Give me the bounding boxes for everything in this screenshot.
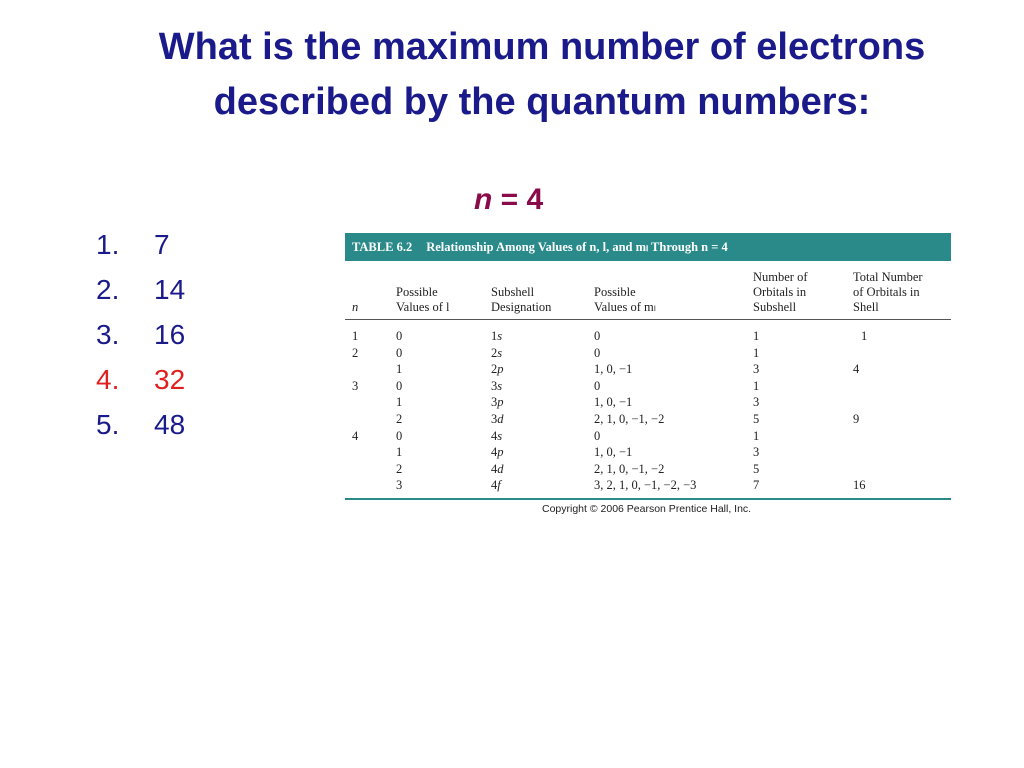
table-caption: Relationship Among Values of n, l, and mₗ Through n = 4 — [426, 240, 728, 254]
table-row — [345, 411, 951, 428]
answer-number: 1. — [96, 229, 120, 260]
answer-list — [96, 226, 185, 451]
cell-tot: 9 — [853, 411, 860, 426]
answer-value: 16 — [154, 319, 186, 350]
table-number: TABLE 6.2 — [352, 240, 413, 254]
answer-option-2[interactable] — [96, 271, 185, 316]
slide-title — [40, 20, 1024, 130]
cell-sub: 1s — [491, 329, 503, 343]
cell-sub: 3d — [491, 411, 504, 426]
cell-sub: 4p — [491, 445, 504, 460]
cell-ml: 3, 2, 1, 0, −1, −2, −3 — [594, 478, 697, 493]
table-row — [345, 328, 951, 345]
cell-l: 1 — [396, 362, 403, 377]
cell-orb: 1 — [753, 329, 760, 343]
cell-sub: 2p — [491, 362, 504, 377]
cell-ml: 2, 1, 0, −1, −2 — [594, 461, 665, 476]
answer-option-4-correct[interactable] — [96, 361, 185, 406]
cell-l: 0 — [396, 428, 403, 443]
answer-number: 3. — [96, 319, 120, 350]
header-subshell: Subshell Designation — [491, 285, 552, 314]
cell-l: 3 — [396, 478, 403, 493]
answer-option-3[interactable] — [96, 316, 185, 361]
answer-number: 5. — [96, 409, 120, 440]
table-row — [345, 444, 951, 461]
cell-orb: 1 — [753, 428, 760, 443]
cell-l: 1 — [396, 395, 403, 410]
quantum-var: n — [474, 183, 493, 216]
title-line-2: described by the quantum numbers: — [213, 81, 871, 123]
cell-n: 4 — [352, 428, 359, 443]
cell-orb: 3 — [753, 445, 760, 460]
table-row — [345, 394, 951, 411]
header-total: Total Number of Orbitals in Shell — [853, 270, 923, 314]
quantum-number-label — [474, 183, 543, 217]
cell-l: 0 — [396, 378, 403, 393]
cell-ml: 0 — [594, 428, 601, 443]
cell-orb: 7 — [753, 478, 760, 493]
cell-l: 1 — [396, 445, 403, 460]
cell-ml: 0 — [594, 345, 601, 360]
answer-option-1[interactable] — [96, 226, 185, 271]
cell-orb: 3 — [753, 395, 760, 410]
table-body — [345, 320, 951, 498]
cell-ml: 0 — [594, 329, 601, 343]
cell-orb: 1 — [753, 345, 760, 360]
cell-orb: 3 — [753, 362, 760, 377]
header-ml: Possible Values of mₗ — [594, 285, 656, 314]
answer-value: 7 — [154, 229, 170, 260]
cell-orb: 1 — [753, 378, 760, 393]
cell-sub: 4s — [491, 428, 503, 443]
cell-sub: 3p — [491, 395, 504, 410]
table-row — [345, 378, 951, 395]
cell-sub: 4f — [491, 478, 501, 493]
cell-n: 1 — [352, 329, 359, 343]
cell-l: 2 — [396, 461, 403, 476]
answer-number: 2. — [96, 274, 120, 305]
title-line-1: What is the maximum number of electrons — [158, 26, 926, 68]
copyright-text: Copyright © 2006 Pearson Prentice Hall, Inc. — [542, 503, 752, 515]
table-row — [345, 461, 951, 478]
cell-tot: 1 — [861, 329, 868, 343]
cell-tot: 4 — [853, 362, 860, 377]
header-n: n — [352, 300, 359, 314]
header-l: Possible Values of l — [396, 285, 450, 314]
cell-ml: 1, 0, −1 — [594, 445, 633, 460]
cell-ml: 0 — [594, 378, 601, 393]
cell-l: 0 — [396, 345, 403, 360]
cell-tot: 16 — [853, 478, 866, 493]
cell-n: 2 — [352, 345, 359, 360]
header-orbitals: Number of Orbitals in Subshell — [753, 270, 808, 314]
table-column-headers — [345, 261, 951, 319]
table-bottom-rule — [345, 498, 951, 500]
cell-n: 3 — [352, 378, 359, 393]
table-row — [345, 477, 951, 494]
cell-l: 2 — [396, 411, 403, 426]
table-row — [345, 361, 951, 378]
quantum-number-table — [345, 233, 951, 500]
answer-value: 32 — [154, 364, 186, 395]
quantum-value: = 4 — [492, 183, 544, 216]
cell-orb: 5 — [753, 411, 760, 426]
cell-ml: 2, 1, 0, −1, −2 — [594, 411, 665, 426]
cell-orb: 5 — [753, 461, 760, 476]
answer-option-5[interactable] — [96, 406, 185, 451]
table-row — [345, 345, 951, 362]
cell-l: 0 — [396, 329, 403, 343]
table-row — [345, 428, 951, 445]
table-caption-bar — [345, 233, 951, 261]
cell-ml: 1, 0, −1 — [594, 362, 633, 377]
cell-sub: 2s — [491, 345, 503, 360]
answer-number: 4. — [96, 364, 120, 395]
cell-sub: 4d — [491, 461, 504, 476]
answer-value: 14 — [154, 274, 186, 305]
cell-sub: 3s — [491, 378, 503, 393]
answer-value: 48 — [154, 409, 186, 440]
cell-ml: 1, 0, −1 — [594, 395, 633, 410]
